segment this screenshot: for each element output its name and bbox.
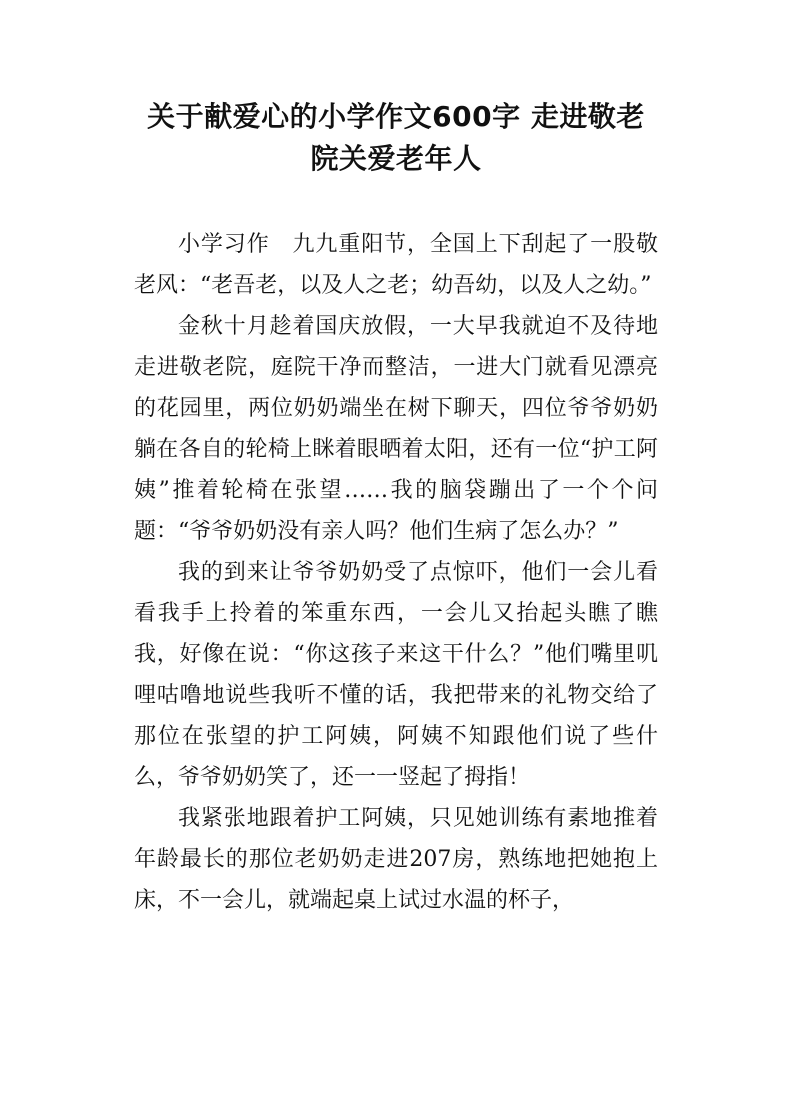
document-body	[134, 224, 658, 921]
paragraph: 我的到来让爷爷奶奶受了点惊吓，他们一会儿看看我手上拎着的笨重东西，一会儿又抬起头瞧了瞧我，好像在说：“你这孩子来这干什么？”他们嘴里叽哩咕噜地说些我听不懂的话，我把带来的礼物交给了那位在张望的护工阿姨，阿姨不知跟他们说了些什么，爷爷奶奶笑了，还一一竖起了拇指！	[134, 560, 658, 790]
paragraph: 金秋十月趁着国庆放假，一大早我就迫不及待地走进敬老院，庭院干净而整洁，一进大门就看见漂亮的花园里，两位奶奶端坐在树下聊天，四位爷爷奶奶躺在各自的轮椅上眯着眼晒着太阳，还有一位“护工阿姨”推着轮椅在张望……我的脑袋蹦出了一个个问题：“爷爷奶奶没有亲人吗？他们生病了怎么办？”	[134, 314, 658, 544]
paragraph: 小学习作 九九重阳节，全国上下刮起了一股敬老风：“老吾老，以及人之老；幼吾幼，以及人之幼。”	[134, 232, 658, 298]
document-title: 关于献爱心的小学作文600字 走进敬老院关爱老年人	[147, 100, 645, 175]
paragraph: 我紧张地跟着护工阿姨，只见她训练有素地推着年龄最长的那位老奶奶走进207房，熟练地把她抱上床，不一会儿，就端起桌上试过水温的杯子，	[134, 806, 658, 913]
